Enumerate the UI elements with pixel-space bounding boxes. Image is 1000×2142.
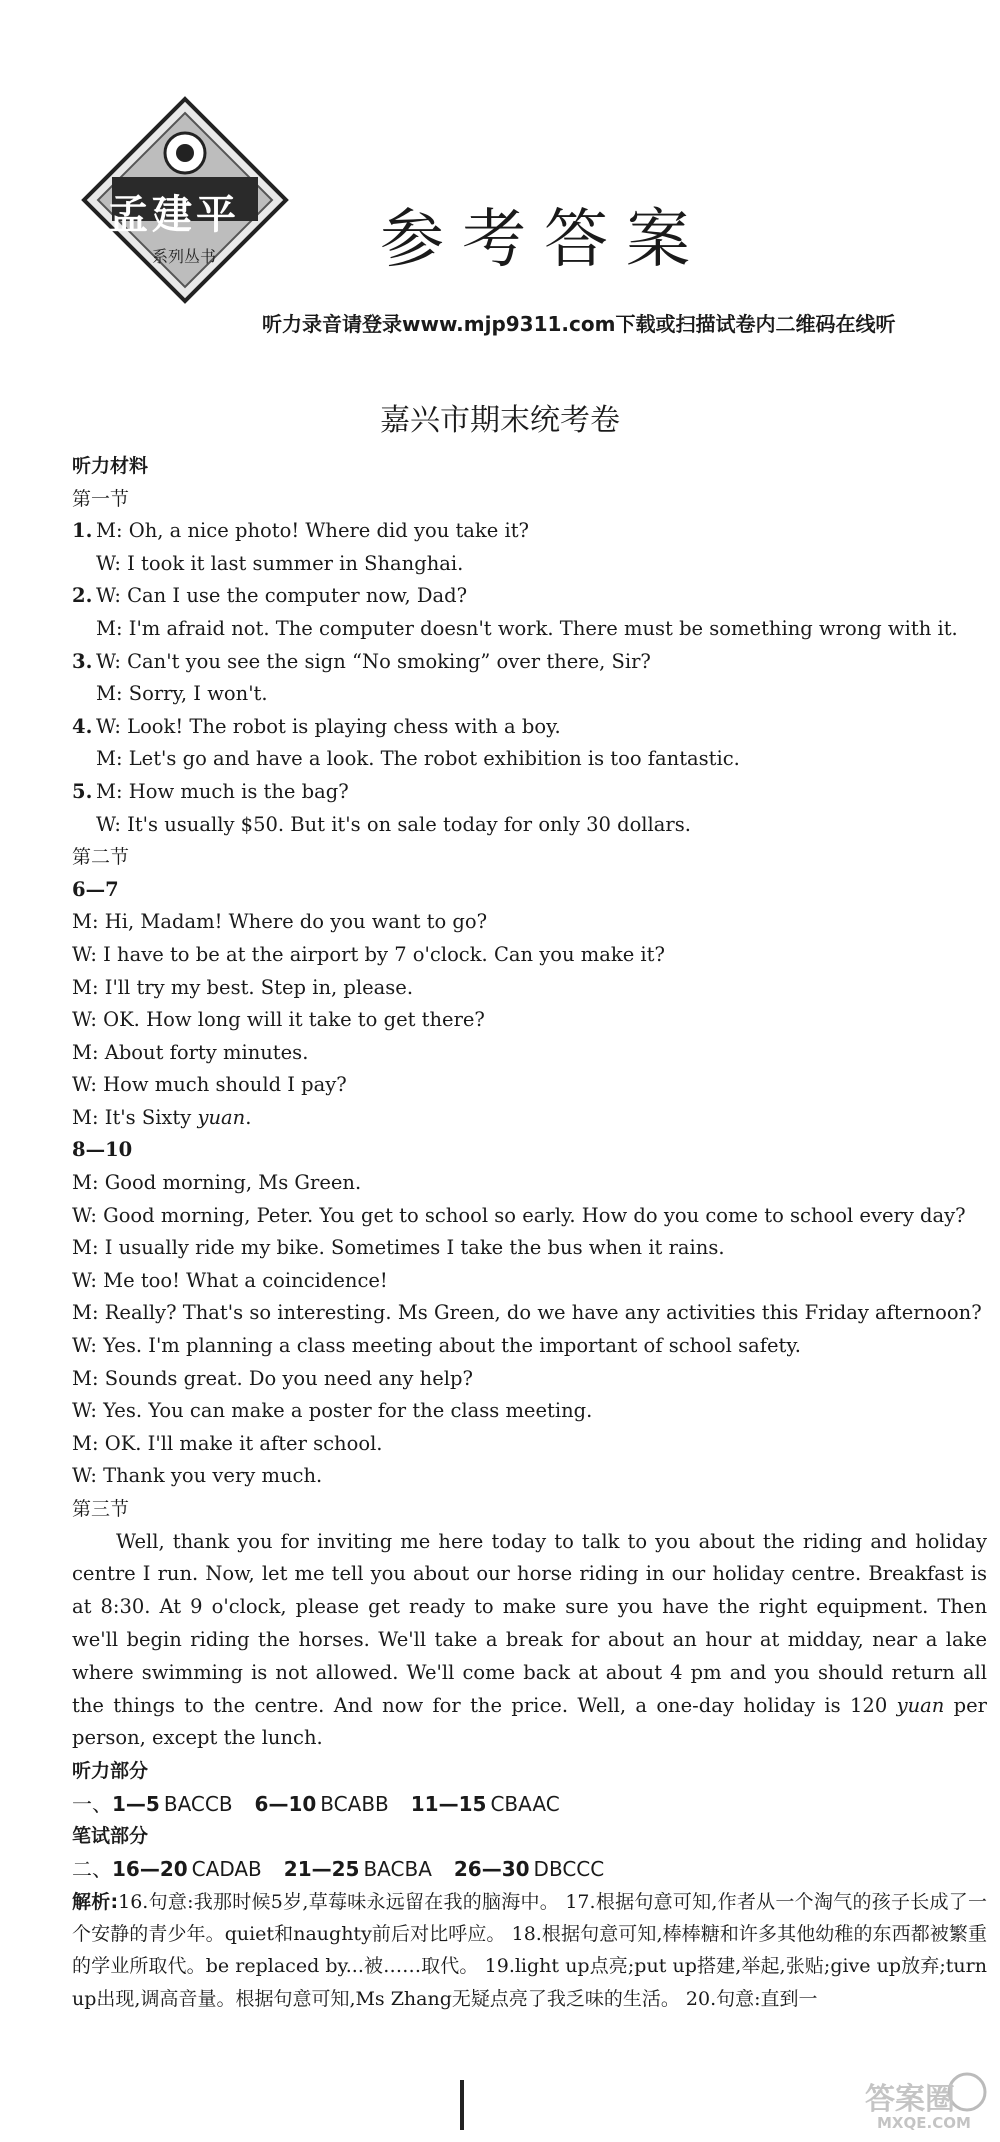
exam-title: 嘉兴市期末统考卷 [380,403,620,438]
dialogue-6-7 [72,906,987,1102]
dialogue-8-10 [72,1167,987,1493]
dialogue-line: W: How much should I pay? [72,1073,347,1097]
page-divider-mark [460,2080,464,2130]
answer-group: 6—10 BCABB [254,1791,389,1816]
section-2-heading: 第二节 [72,846,130,869]
site-watermark [855,2066,990,2136]
dialogue-line: W: Thank you very much. [72,1464,323,1488]
dialogue-line: M: Good morning, Ms Green. [72,1171,362,1195]
explanation: 解析:16.句意:我那时候5岁,草莓味永远留在我的脑海中。 17.根据句意可知,作者从一个淘气的孩子长成了一个安静的青少年。quiet和naughty前后对比呼应。 18.根据句意可知,棒棒糖和许多其他幼稚的东西都被繁重的学业所取代。be replaced by...被……取代。 19.light up点亮;put up搭建,举起,张贴;give up放弃;turn up出现,调高音量。根据句意可知,Ms Zhang无疑点亮了我乏味的生活。 20.句意:直到一 [72,1890,987,2010]
dialogue-line: 3. W: Can't you see the sign “No smoking” over there, Sir? [72,649,651,673]
dialogue-line: M: Let's go and have a look. The robot exhibition is too fantastic. [96,747,740,771]
dialogue-line: 5. M: How much is the bag? [72,779,349,803]
dialogue-line: W: It's usually $50. But it's on sale today for only 30 dollars. [96,812,691,836]
answer-group: 26—30 DBCCC [453,1856,605,1881]
listening-material-heading: 听力材料 [72,455,149,477]
dialogue-line: W: I have to be at the airport by 7 o'clock. Can you make it? [72,942,665,966]
listening-answers-heading: 听力部分 [72,1760,149,1783]
dialogue-line: M: OK. I'll make it after school. [72,1431,383,1455]
answer-group: 16—20 CADAB [112,1856,262,1881]
dialogue-line: M: I'll try my best. Step in, please. [72,975,414,999]
written-answers: 二、16—20 CADAB 21—25 BACBA 26—30 DBCCC [72,1856,605,1881]
dialogue-line: W: Good morning, Peter. You get to school so early. How do you come to school every day? [72,1203,966,1227]
watermark-text: 答案圈 [865,2082,955,2117]
dialogue-line: 1. M: Oh, a nice photo! Where did you take it? [72,519,530,543]
dialogue-line: W: Yes. I'm planning a class meeting about the important of school safety. [72,1334,801,1358]
dialogue-line: M: I'm afraid not. The computer doesn't work. There must be something wrong with it. [96,616,958,640]
listening-answers: 一、1—5 BACCB 6—10 BCABB 11—15 CBAAC [72,1791,560,1816]
written-answers-heading: 笔试部分 [72,1825,149,1848]
dialogue-line: W: I took it last summer in Shanghai. [96,551,464,575]
dialogue-line: 2. W: Can I use the computer now, Dad? [72,584,468,608]
section-1-heading: 第一节 [72,487,130,510]
watermark-url: MXQE.COM [877,2114,971,2132]
answer-content [72,450,987,2015]
dialogue-line: M: I usually ride my bike. Sometimes I take the bus when it rains. [72,1236,725,1260]
answer-group: 11—15 CBAAC [410,1791,560,1816]
answer-group: 21—25 BACBA [283,1856,432,1881]
section-3-passage: Well, thank you for inviting me here today to talk to you about the riding and holiday centre I run. Now, let me tell you about our horse riding in our holiday centre. Breakfast is at 8:30. At 9 o'clock, please get ready to make sure you have the right equipment. Then we'll begin riding the horses. We'll take a break for about an hour at midday, near a lake where swimming is not allowed. We'll come back at about 4 pm and you should return all the things to the centre. And now for the price. Well, a one-day holiday is 120 yuan per person, except the lunch. [72,1529,988,1750]
answer-key-title: 参考答案 [380,203,708,277]
section-3-heading: 第三节 [72,1498,130,1520]
part-8-10-label: 8—10 [72,1138,133,1162]
audio-download-note: 听力录音请登录www.mjp9311.com下载或扫描试卷内二维码在线听 [262,312,896,336]
answer-group: 1—5 BACCB [112,1791,233,1816]
dialogue-line: M: Hi, Madam! Where do you want to go? [72,910,488,934]
dialogue-line: 4. W: Look! The robot is playing chess with a boy. [72,714,561,738]
dialogue-line: W: OK. How long will it take to get there? [72,1008,485,1032]
dialogue-line: M: About forty minutes. [72,1040,309,1064]
section-1-dialogues [72,515,987,841]
logo-subtext: 系列丛书 [152,247,217,266]
part-6-7-label: 6—7 [72,877,119,901]
dialogue-line: M: It's Sixty yuan. [72,1105,252,1129]
dialogue-line: M: Sorry, I won't. [96,682,268,706]
dialogue-line: M: Really? That's so interesting. Ms Green, do we have any activities this Friday afternoon? [72,1301,982,1325]
dialogue-line: W: Yes. You can make a poster for the class meeting. [72,1399,593,1423]
logo-text: 孟建平 [108,192,240,238]
dialogue-line: W: Me too! What a coincidence! [72,1268,388,1292]
dialogue-line: M: Sounds great. Do you need any help? [72,1366,473,1390]
